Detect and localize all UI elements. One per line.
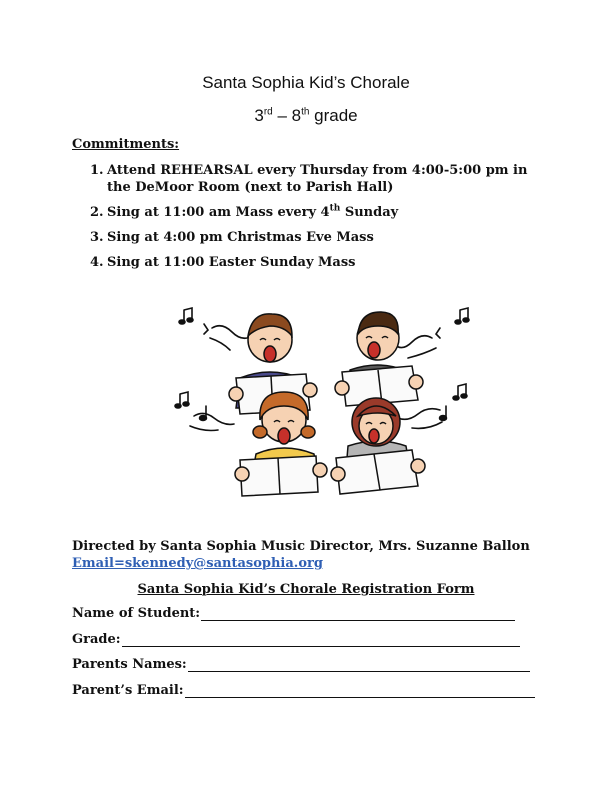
- field-label: Parent’s Email:: [72, 683, 184, 698]
- list-item: 3. Sing at 4:00 pm Christmas Eve Mass: [90, 230, 374, 245]
- parents-names-line[interactable]: [188, 657, 530, 672]
- field-label: Parents Names:: [72, 657, 187, 672]
- grade-line[interactable]: [122, 632, 520, 647]
- parents-names-field[interactable]: [72, 657, 530, 672]
- registration-form-title: Santa Sophia Kid’s Chorale Registration Form: [137, 582, 475, 597]
- list-item: 1. Attend REHEARSAL every Thursday from 4:00-5:00 pm in the DeMoor Room (next to Parish Hall): [90, 163, 528, 195]
- field-label: Name of Student:: [72, 606, 201, 621]
- page-title: Santa Sophia Kid’s Chorale: [202, 73, 410, 92]
- student-name-line[interactable]: [201, 606, 515, 621]
- list-item: 4. Sing at 11:00 Easter Sunday Mass: [90, 255, 356, 270]
- director-line: Directed by Santa Sophia Music Director, Mrs. Suzanne Ballon: [72, 539, 530, 554]
- list-item: 2. Sing at 11:00 am Mass every 4th Sunday: [90, 203, 399, 220]
- director-email-link[interactable]: Email=skennedy@santasophia.org: [72, 556, 323, 571]
- children-choir-illustration: [170, 298, 480, 503]
- student-name-field[interactable]: [72, 606, 515, 621]
- grade-field[interactable]: [72, 632, 520, 647]
- commitments-heading: Commitments:: [72, 137, 180, 152]
- parent-email-field[interactable]: [72, 683, 535, 698]
- commitments-list: [90, 162, 550, 279]
- parent-email-line[interactable]: [185, 683, 535, 698]
- field-label: Grade:: [72, 632, 121, 647]
- grade-range: 3rd – 8th grade: [254, 106, 358, 125]
